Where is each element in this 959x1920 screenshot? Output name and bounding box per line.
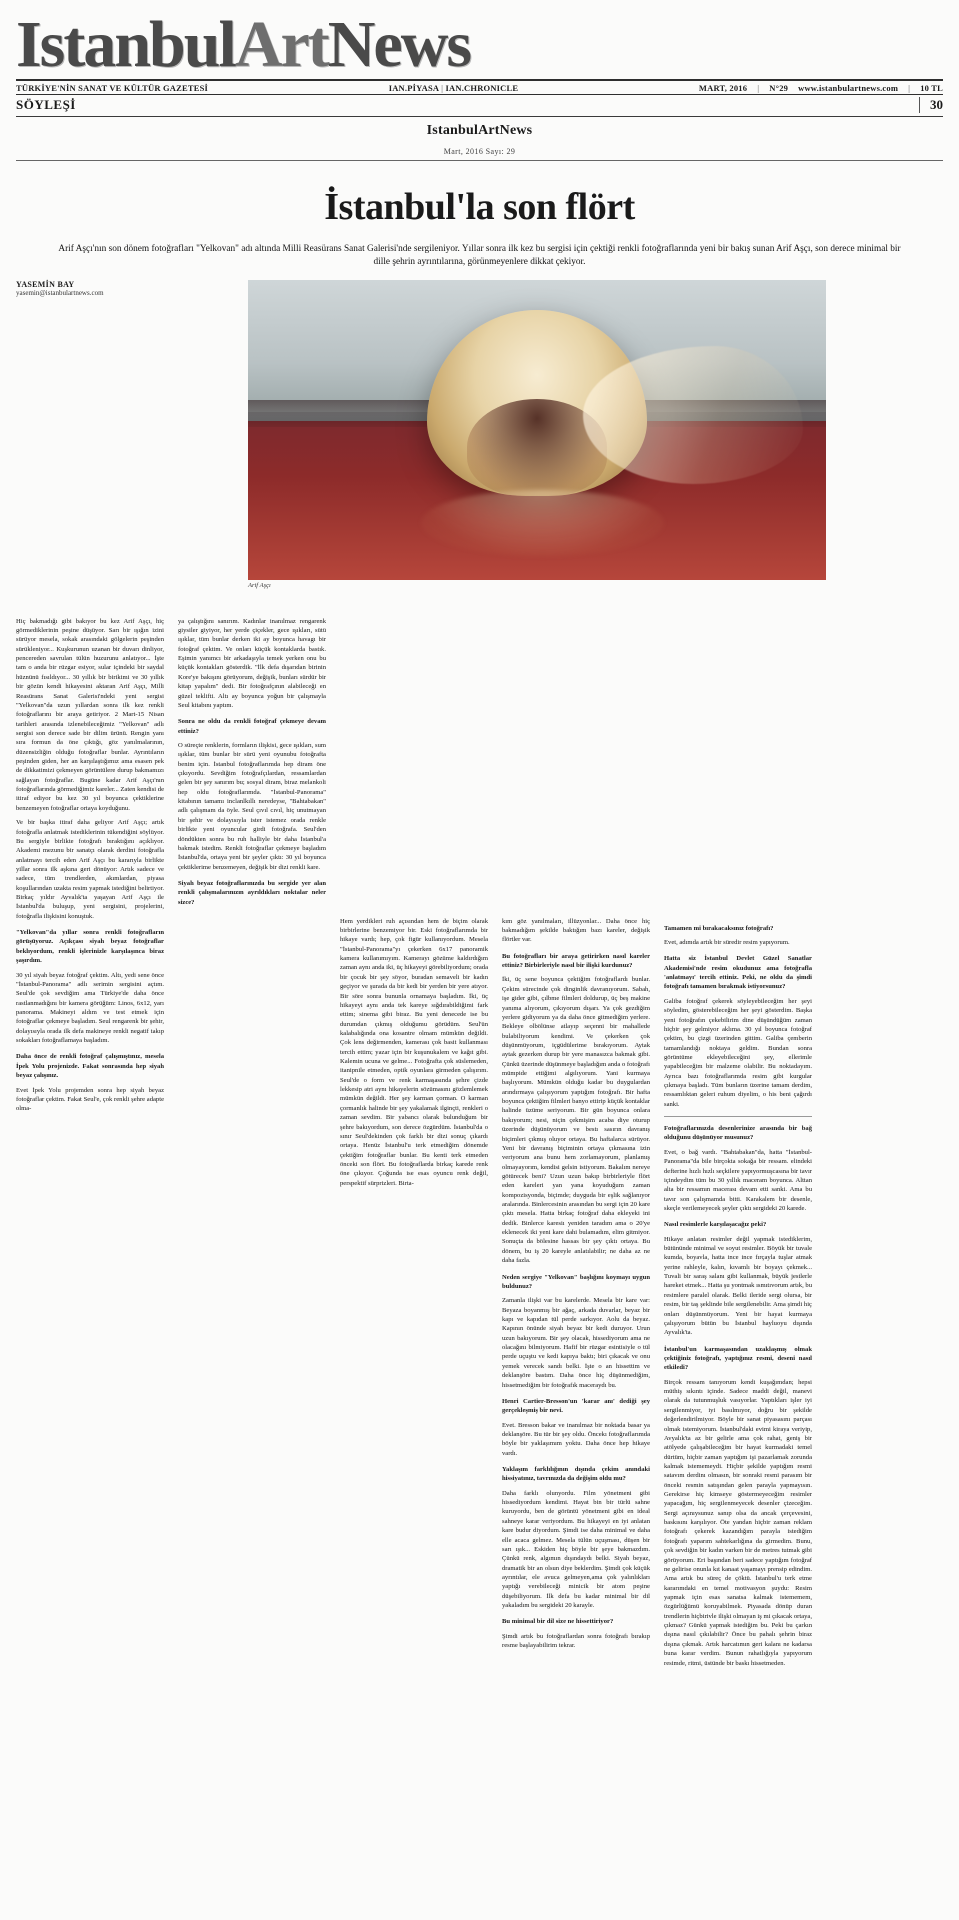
photo-credit: Arif Aşçı	[248, 581, 271, 589]
article-columns	[0, 589, 959, 1693]
header-divider	[16, 160, 943, 161]
interview-question: Bu minimal bir dil size ne hissettiriyor?	[502, 1618, 614, 1626]
paragraph: Evet, o bağ vardı. "Bahtabakan"da, hatta "İstanbul-Panorama"da bile birçokta sokağa bir ressam. elindeki defterine hızlı hızlı seçkilere yapıyormuşcasına bir tavır içindeydim tüm bu 30 yıllık maceram boyunca. Alttan alta bir ressamın macerası devam etti sanki. Ama bu tavır son çalışmamda bitti. Karakalem bir desenle, skeçle verilemeyecek şeyler çıktı sergideki 20 karede.	[664, 1148, 812, 1212]
paragraph: ya çalıştığını sanırım. Kadınlar inanılmaz rengarenk giysiler giyiyor, her yerde çiçekler, gece ışıkları, sütü ışıklar, tüm bunlar derken iki ay boyunca havagı bir fotoğraf çektim. Ve onları küçük kontaklarda bastık. Eşimin yanımcı bir arkadaşıyla temek yerken onu bu küçük kontakları gösterdik. "İlk defa dışarıdan birinin Kore'ye bakışını görüyorum, değişik, bunları sürdür bir kitap yapalım" dedi. Bir fotoğrafçının alabileceği en güzel teklifti. Altı ay boyunca yoğun bir çalışmayla Seul kitabını yaptım.	[178, 617, 326, 709]
paragraph: Birçok ressam tanıyorum kendi kuşağımdan; hepsi müthiş sıkıntı içinde. Sadece maddi değil, manevi olarak da tutunmuşluk vasıyorlar. Yaptıkları işler iyi sergilenmiyor, iyi basılmıyor, doğru bir şekilde değerlendirilmiyor. Böyle bir sanat piyasasını parçası olmak istemiyorum. İstanbul'daki evimi kiraya veriyip, Avyalık'ta az bir gelirle ama çok rahat, geniş bir atölyede çalışabileceğim bir hayat kurmadaki temel dürtüm, hiçbir zaman yaptığım işi pazarlamak zorunda kalmak istememeydi. Hiçbir şekilde yaptığım resmi satavım derdinı olmasın, bir sonraki resmi parasım bir önceki resmin satışından gelen parayla yapmayısın. Gerekirse hiç kimseye göstermeyeceğim resimler yapacağım, hiç sergilenmeyecek desenler çizeceğim. Sergi açınıysunuz sanıp olsa da ancak çerçevesini, baskısını karşılıyor. Öte yandan hiçbir zaman reklam fotoğrafı çekerek kazandığım parayla istediğim fotoğrafı yaparım sahtekarlığına da girmedim. Bunu, çok sevdiğin bir kadın varken bir de metres tutmak gibi görüyorum. Eri başından beri sadece yaptığım fotoğraf ne gelirise onunla kıt kanaat yaşamayı prensip edindim. Ama artık bu süreç de çöktü. İstanbul'u terk etme kararımdaki en temel motivasyon şuydu: Resim yapmak için esas sanatsa kalmak istememem, özgürlüğümü koruyabilmek. Piyasada dönüp duran trendlerin hiçbirivle ilişki olmayan iş mi çıkacak ortaya, çıkmaz? Günkü yapmak istediğim bu. Peki bu çarkın dışına nasıl çıkılabilir? Önce bu pahalı şehrin biraz dışına çıkmak. Artık harcatımın geri kalanı ne kadarsa buna karar verdim. Bunun rahatlığıyla yapıyorum resimde, ritmi, üstünde bir baskı hissetmeden.	[664, 1378, 812, 1667]
photo-spacer	[502, 599, 650, 917]
issue-date: MART, 2016	[698, 82, 748, 93]
issue-number: N°29	[769, 82, 789, 93]
article-photo	[248, 280, 826, 580]
byline-author: YASEMİN BAY	[16, 279, 75, 289]
ian-piyasa-link[interactable]: IAN.PİYASA	[388, 82, 439, 93]
masthead-title-part1: Istanbul	[16, 8, 235, 81]
interview-question: Henri Cartier-Bresson'un 'karar anı' dediği şey gerçekleşmiş bir nevi.	[502, 1397, 650, 1415]
interview-question: Hatta siz İstanbul Devlet Güzel Sanatlar Akademisi'nde resim okudunuz ama fotoğrafla 'anlatmayı' tercih ettiniz. Peki, ne oldu da şimdi fotoğrafı tamamen bırakmak istiyorsunuz?	[664, 955, 812, 991]
paragraph: Ve bir başka itiraf daha geliyor Arif Aşçı; artık fotoğrafla anlatmak istediklerinin tükendiğini söylüyor. Bu sergiyle birlikte fotoğrafı bıraktığını açıklıyor. Akademi mezunu bir sanatçı olarak derdini fotoğrafla anlatmayı tercih eden Arif Aşçı bu kararıyla birlikte yillar sonra ilk aşkına geri dönüyor: Artık sadece ve sadece, tüm trendlerden, akımlardan, piyasa koşullarından uzakta resim yapmak istediğini belirtiyor. Birkaç yıldır Ayvalık'ta yaşayan Arif Aşçı ile İstanbul'da buluşup, yeni sergisini, projelerini, fotoğrafla ilişkisini konuştuk.	[16, 819, 164, 920]
paragraph: kım göz yanılmaları, illüzyonlar... Daha önce hiç bakmadığım şekilde baktığım bazı kareler, değişik flörtler var.	[502, 917, 650, 944]
masthead-center-links	[208, 83, 699, 93]
article-column-1	[16, 599, 164, 1119]
section-bar	[0, 95, 959, 113]
interview-question: Daha önce de renkli fotoğraf çalışmıştınız, mesela İpek Yolu projenizde. Fakat sonrasında hep siyah beyaz çalışınız.	[16, 1053, 164, 1080]
photo-spacer	[340, 599, 488, 917]
article-headline: İstanbul'la son flört	[324, 185, 635, 228]
section-label: SÖYLEŞİ	[16, 96, 76, 112]
photo-spacer	[664, 599, 812, 917]
masthead-title	[16, 8, 943, 81]
paragraph: Hikaye anlatan resimler değil yapmak istediklerim, bütününde minimal ve soyut resimler. Böyük bir tuvale kumda, boyavla, hatta ince ince fırçayla tuşlar atmak yerine rahleyle, kalın, kıvamlı bir boyayı çekmek... Tuvali bir saraş salanı gibi kullanmak, büyük jestlerle hareket etmek... Hatta şu yontmak ısmıtıvorum artık, bu resimlere paralel olarak. Belki ileride sergi olursa, bir resim, bir taş şeklinde bile sergilenebilir. Ama şimdi hiç onları düşünmüyorum. Yeni bir hayat kurmaya çalışıyorum bütün bu İstanbul hayluoyu dışında Ayvalık'ta.	[664, 1235, 812, 1337]
article-column-5	[664, 599, 812, 1673]
page-number: 30	[919, 97, 943, 113]
paragraph: Daha farklı olunyordu. Film yönetmeni gibi hissediyordum kendimi. Hayat bin bir türlü sahne kuruyordu, ben de görüntü yönetmeni gibi en ideal sahneye karar veriyordum. Bu hikayeyi en iyi anlatan kare budur diyordum. Şimdi ise daha minimal ve daha elle acaca gelmez. Mesela tülün uçuşması, düşen bir sarı ışık... Eskiden hiç böyle bir şeye bakmazdım. Çünkü renk, algımın dışındaydı belki. Siyah beyaz, dramatik bir an olsun diye beklerdim. Şimdi çok küçük ayrıntılar, ele avuca gelmeyen,ama çok yalınlıkları yaptığı verebileceği minicik bir atom peşine düşebiliyorum. İlk defa bu kadar minimal bir dil yakaladım bu sergideki 20 karayle.	[502, 1489, 650, 1610]
meta-separator: |	[441, 82, 444, 93]
paragraph: Zamanla ilişki var bu karelerde. Mesela bir kare var: Beyaza boyanmış bir ağaç, arkada duvarlar, beyaz bir kapı ve kapıdan tül perde sarkıyor. Aolu da beyaz. Kapının önünde siyah beyaz bir kedi duruyor. Urun uzun bakıyorum. Bir şey olacak, hissediyorum ama ne olacağını bilmiyorum. Hafif bir rüzgar esintisiyle o tül perde uçuştu ve kedi kapıya baktı; biri çıkacak ve onu yemek verecek sandı belki. İşte o an hissettim ve deklanşöre bastım. Daha önce hiç düşünmediğim, hissetmediğim bir fotoğrafık maceraydı bu.	[502, 1297, 650, 1389]
article-column-2	[178, 599, 326, 912]
interview-question: Nasıl resimlerle karşılaşacağız peki?	[664, 1221, 767, 1229]
paragraph: İki, üç sene boyunca çektiğim fotoğraflardı bunlar. Çekim sürecinde çok dinginlik davranıyorum. Sabah, işe gider gibi, çılbme filmleri doldurup, üç beş makine yanıma alıyorum, çıkıyorum dışarı. Ya çok gezdiğim yerlere gidiyorum ya da daha önce gitmediğim yerlere. Bekleye olbölünse atlayıp seçenni bir mahallede bulabiliyorum kendimi. Ve çekerken çok düşünmüyorum, içgüdülerime bırakıyorum. Aytak aytak gezerken durup bir yere manasızca bakmak gibi. Çünkü üzerinde düşünmeye başladığım anda o fotoğrafı mümpide ettiğimi algılıyorum. Yani kurmaya başlıyorum. Mümkün olduğu kadar bu duygulardan arındırmaya çalışıyorum yaptığım fotoğrafı. Bir hafta boyunca çektiğim filmleri banyo ettirip küçük kontaklar halinde üzüme seriyorum. Bir gün boyunca onlara bakıyorum; nesi, niçin çekmişim acaba diye oturup üzerinde düşünüyorum ve bestı sasırın davranış biçimleri çıkmış oluyor ortaya. Bu haftalarca sürüyor. Yeni bir davranış biçiminin ortaya çıkmasına izin veriyorum ana bunu hem zorlamayorum, planlamış olmayayorım, kendisi gelsin istiyorum. Bakalım nereye götürecek beni? Uzun uzun bakıp birbirleriyle flört eden kareleri yan yana koyuduğum zaman kompozisyonda, biçimde; duyguda bir eşlik sağlanıyor aralarında. Binlercesinin arasından bu sergi için 20 kare çıktı mesela. Hatta birkaç fotoğraf daha ekleyeki ini dedik. Binlerce karesiı yeniden taradım ama o 20'ye eklenecek iki yeni kare dahi bulamadım, elim gitmiyor. Sonuçta da bölesine hassas bir şey çıktı ortaya. Bu dönem, bu iş 20 kareyle anlatılabilir; ne daha az ne daha fazla.	[502, 976, 650, 1265]
paragraph: Evet, adımda artık bir süredir resim yapıyorum.	[664, 938, 790, 946]
interview-question: Bu fotoğrafları bir araya getirirken nasıl kareler ettiniz? Birbirleriyle nasıl bir ilişki kurdunuz?	[502, 952, 650, 970]
article-column-4	[502, 599, 650, 1656]
paragraph: Hiç bakmadığı gibi bakıyor bu kez Arif Aşçı, hiç görmediklerinin peşine düşüyor. Sarı bir ışığın izini sürüyor mesela, sokak arasındaki gölgelerin peşinden sürükleniyor... Kuşkurunun uzanan bir duvarı dinliyor, pencereden savrulan tülün huzurunu anlatıyor... İşte tam o anda bir rüzgar esiyor, sular içindeki bir saydal hüznünü fısıldıyor... 30 yıllık bir birikimi ve 30 yıllık bir gözün kendi hikayesini aktaran Arif Aşçı, Milli Reasürans Sanat Galerisi'ndeki yeni sergisi "Yelkovan"da uzun yıllardan sonra ilk kez renkli fotoğraflarını bir araya getiriyor. 2 Mart-15 Nisan tarihleri arasında izlenebileceğimiz "Yelkovan" adlı sergisi son derece sade bir dilim ürünü. Rengin yanı sıra formun da öne çıktığı, göz yanılmalarının, düzensizliğin olduğu fotoğraflar bunlar. Ayrıntıların peşinden giden, her an karşılaştığımız ama esasen pek de dikkatimizi çekmeyen görüntülere durup bakmamızı sağlayan fotoğraflar. Bugüne kadar Arif Aşçı'nın fotoğraflarında görmediğimiz kareler... Zaten kendisi de itiraf ediyor bu kez 30 yıl boyunca çektiklerine benzemeyen fotoğraflar ortaya koyduğunu.	[16, 617, 164, 812]
byline-email[interactable]: yasemin@istanbulartnews.com	[16, 288, 104, 297]
masthead-tagline: TÜRKİYE'NİN SANAT VE KÜLTÜR GAZETESİ	[16, 82, 209, 93]
masthead-title-part3: News	[327, 8, 471, 81]
page-bottom-spacer	[0, 1693, 959, 1707]
masthead	[0, 0, 959, 81]
photo-reflection	[421, 490, 664, 556]
article-standfirst: Arif Aşçı'nın son dönem fotoğrafları "Yelkovan" adı altında Milli Reasürans Sanat Galerisi'nde sergileniyor. Yıllar sonra ilk kez bu sergisi için çektiği renkli fotoğraflarında yeni bir bakış sunan Arif Aşçı, son derece minimal bir dille şehrin ayrıntılarına, görünmeyenlere dikkat çekiyor.	[58, 243, 901, 268]
price-label: 10 TL	[920, 82, 943, 93]
meta-separator-3: |	[908, 82, 911, 93]
interview-question: Neden sergiye "Yelkovan" başlığını koymayı uygun buldunuz?	[502, 1273, 650, 1290]
interview-question: "Yelkovan"da yıllar sonra renkli fotoğrafların görüşüyoruz. Açıkçası siyah beyaz fotoğraflar beklıyordum, renkli işlerinizle karşılaşınca biraz şaşırdım.	[16, 929, 164, 965]
publication-header	[0, 117, 959, 156]
meta-separator-2: |	[757, 82, 760, 93]
paragraph: Evet İpek Yolu projemden sonra hep siyah beyaz fotoğraflar çektim. Fakat Seul'e, çok renkli şehre adapte olma-	[16, 1086, 164, 1113]
article-column-3	[340, 599, 488, 1193]
paragraph: 30 yıl siyah beyaz fotoğraf çektim. Altı, yedi sene önce "İstanbul-Panorama" adlı serimin sergisini açtım. Seul'de çok sevdiğim ama Türkiye'de daha önce rastlanmadığını bir kamera görüğüm: Linos, 6x12, yarı panorama. Makineyi aldım ve test etmek için fotoğraflar çekmeye başladım. Seul rengarenk bir şehir, dolayısıyla orada ilk defa makineye renkli negatif takıp sokakları fotoğraflamaya başladım.	[16, 971, 164, 1045]
paragraph: O süreçte renklerin, formların ilişkisi, gece ışıkları, sum ışıklar, tüm bunlar bir sürü yeni oyunubu fotoğrafta benim için. İstanbul fotoğraflarımda hep diram öne çıkıyordu. Sevdiğim fotoğrafçılardan, ressamlardan gelen bir şey sanırım bu; sosyal diram, biraz melankoli hep oldu fotoğraflarımda. "İstanbul-Panorama" kitabının tamamı inclanlkıllı neredeyse, "Bahtabakan" adlı çalışmam da öyle. Seul çıvıl cıvıl, hiç unutmayan bir şehir ve dolayısıyla ister istemez orada renkle birlikte yeni oyuncular girdi fotoğrafa. Seul'den döndükten sonra bu ruh halliyle bir daha İstanbul'a bakmak istedim. Renkli fotoğraflar çekmeye başladım İstanbul'da, ortaya yeni bir şeyler çıktı: 30 yıl boyunca çektiklerime benzemeyen, değişik bir dizi renkli kare.	[178, 741, 326, 871]
interview-question: Fotoğraflarınızda desenlerinize arasında bir bağ olduğunu düşünüyor musunuz?	[664, 1125, 812, 1142]
article-photo-wrap	[248, 280, 943, 589]
paragraph: Şimdi artık bu fotoğraflardan sonra fotoğrafı bırakıp resme başlayabilirim tekrar.	[502, 1632, 650, 1650]
interview-question: Sonra ne oldu da renkli fotoğraf çekmeye devam ettiniz?	[178, 718, 326, 735]
interview-question: Tamamen mi bırakacaksınız fotoğrafı?	[664, 924, 774, 932]
column-divider	[664, 1116, 812, 1117]
paragraph: Evet. Bresson bakar ve inanılmaz bir noktada basar ya deklanşöre. Bu tür bir şey oldu. Öncekı fotoğraflarımda böyle bir yaklaşımım yoktu. Daha önce hep hikaye vardı.	[502, 1421, 650, 1457]
ian-chronicle-link[interactable]: IAN.CHRONICLE	[445, 82, 519, 93]
paragraph: Galiba fotoğraf çekerek söyleyebileceğim her şeyi söyledim, gösterebileceğim her şeyi gösterdim. Başka yeni fotoğrafın çekebilirim dine düşündüğüm zaman hiçbir şey gelmiyor aklıma. 30 yıl boyunca fotoğraf çektim, bu çizgi üzerinden gittim. Galiba çemberin tamamlandığı noktaya geldim. Bundan sonra görüntüme ekleyebileceğini şey, ellerimle yapabileceğim bir malzeme olabilir. Bu noktadayım. Ayrıca bazı fotoğraflarımda resim gibi kurgular çıkmaya başladı. Tüm bunların üzerine tamam derdim, ressamlıktan geleri ruhum diyelim, o his beni çağırdı sanki.	[664, 997, 812, 1108]
masthead-issue-info	[699, 83, 943, 93]
paragraph: Hem yerdikleri ruh açısından hem de biçim olarak birbirlerine benzemiyor bir. Eski fotoğraflarımda bir hikaye vardı; hep, çok figür kullanıyordum. Mesela "İstanbul-Panorama"yı çekerken 6x17 panoramik kamera kullanımıyım. Kamerayı gözüme kaldırdığım zaman aynı anda iki, üç hikayeyi görebiliyordum; orada bir çocuk bir şey söyor, buradan semaveli bir kadın geçiyor ve şurada da bir kedi bir yerden bir yere atıyor. Bir söre sonra bununla ornamaya başladım. İki, üç hikayeyi aynı anda tek kareye sığdırabildiğimi fark ettim; sinema gibi biraz. Bu yeni denecede ise bu durumdan çıkmış olduğumu görüdüm. Seul'ün kalabalığında ona kosantre olmam mümkün değildi. Çok lens değirmenden, kamerası çok basit kullanması tercih ettim; yazar için bir kuşunukalem ve kağıt gibi. Kalemin ucuna ve gelme... Fotoğrafta çok süslemeden, itanipnile etmeden, optik oyunlara girmeden çalışırım. Seul'de o form ve renk karmaşasında şehre çizde lekkesip atri aynı hikayelerin sözümasını gözlemlemek mümkün değildi. Her şey karman çorman. O karman çormanlık halinde bir şey yakalamak ilginçti, renkleri o zaman sevdim. Bir yabancı olarak bulunduğum bir şehre bakıyordum, son derece özgürdüm. İstanbul'da o sınır Seul'dekinden çok farklı bir dizi sonuç çıkardı ortaya. Henüz İstanbul'u terk etmediğim dönemde çektiğim fotoğraflar bunlar. Bu kenti terk etmeden önceki son flört. Bu fotoğraflarda birkaç karede renk öne çıkıyor. Çoğunda ise esas oyuncu renk değil, perspektif sürprizleri. Birta-	[340, 917, 488, 1187]
interview-question: İstanbul'un karmaşasından uzaklaşmış olmak çektiğiniz fotoğrafı, yaptığınız resmi, deseni nasıl etkiledi?	[664, 1345, 812, 1372]
website-url[interactable]: www.istanbulartnews.com	[798, 82, 899, 93]
byline	[16, 280, 226, 297]
publication-name: IstanbulArtNews	[426, 122, 533, 138]
interview-question: Yaklaşım farklılığının dışında çekim anındaki hissiyatınız, tavrınızda da değişim oldu mu?	[502, 1466, 650, 1483]
masthead-title-part2: Art	[234, 8, 328, 81]
masthead-meta-bar	[0, 81, 959, 94]
interview-question: Siyah beyaz fotoğraflarınızda bu sergide yer alan renkli çalışmalarınızın ayrıldıkları noktalar neler sizce?	[178, 879, 326, 906]
publication-issue-line: Mart, 2016 Sayı: 29	[443, 146, 516, 156]
